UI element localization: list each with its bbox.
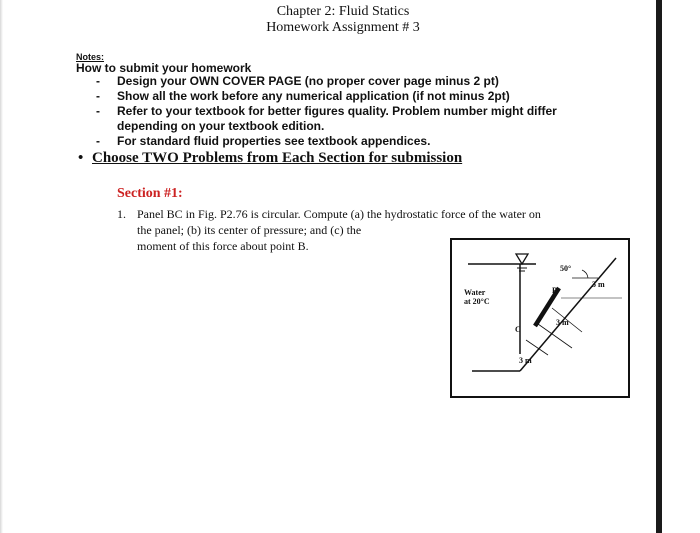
note-text: Show all the work before any numerical application (if not minus 2pt) <box>117 89 510 103</box>
figure-drawing <box>452 240 628 396</box>
document-subtitle: Homework Assignment # 3 <box>266 20 420 35</box>
problem-line: the panel; (b) its center of pressure; and (c) the <box>137 223 362 237</box>
point-c-label: C <box>515 325 521 334</box>
note-text: For standard fluid properties see textbook appendices. <box>117 134 431 148</box>
document-title: Chapter 2: Fluid Statics <box>276 4 410 19</box>
note-dash: - <box>96 134 100 148</box>
note-text: Refer to your textbook for better figures quality. Problem number might differ <box>117 104 557 118</box>
notes-heading: How to submit your homework <box>76 61 252 75</box>
problem-line: Panel BC in Fig. P2.76 is circular. Compute (a) the hydrostatic force of the water on <box>137 207 541 221</box>
angle-label: 50° <box>560 264 572 273</box>
angle-arc <box>582 270 588 278</box>
page-shadow-left <box>0 0 3 533</box>
inclined-wall <box>520 258 616 371</box>
page-border-right <box>656 0 662 533</box>
dimension-top-label: 3 m <box>592 280 605 289</box>
dimension-panel-label: 3 m <box>556 318 569 327</box>
dimension-bottom-label: 3 m <box>519 356 532 365</box>
instruction-text: Choose TWO Problems from Each Section for submission <box>92 150 463 166</box>
figure-p2-76 <box>450 238 630 398</box>
point-b-label: B <box>552 286 558 295</box>
free-surface-triangle-icon <box>516 254 528 264</box>
notes-label: Notes: <box>76 52 105 62</box>
water-temperature-label: at 20°C <box>464 297 490 306</box>
instruction-line <box>78 150 462 167</box>
note-dash: - <box>96 89 100 103</box>
problem-number: 1. <box>117 207 126 221</box>
problem-line: moment of this force about point B. <box>137 239 309 253</box>
note-text: Design your OWN COVER PAGE (no proper cover page minus 2 pt) <box>117 74 499 88</box>
note-dash: - <box>96 104 100 118</box>
water-label: Water <box>464 288 486 297</box>
note-text: depending on your textbook edition. <box>117 119 325 133</box>
section-title: Section #1: <box>117 186 183 201</box>
note-dash: - <box>96 74 100 88</box>
bullet-icon: • <box>78 150 84 166</box>
